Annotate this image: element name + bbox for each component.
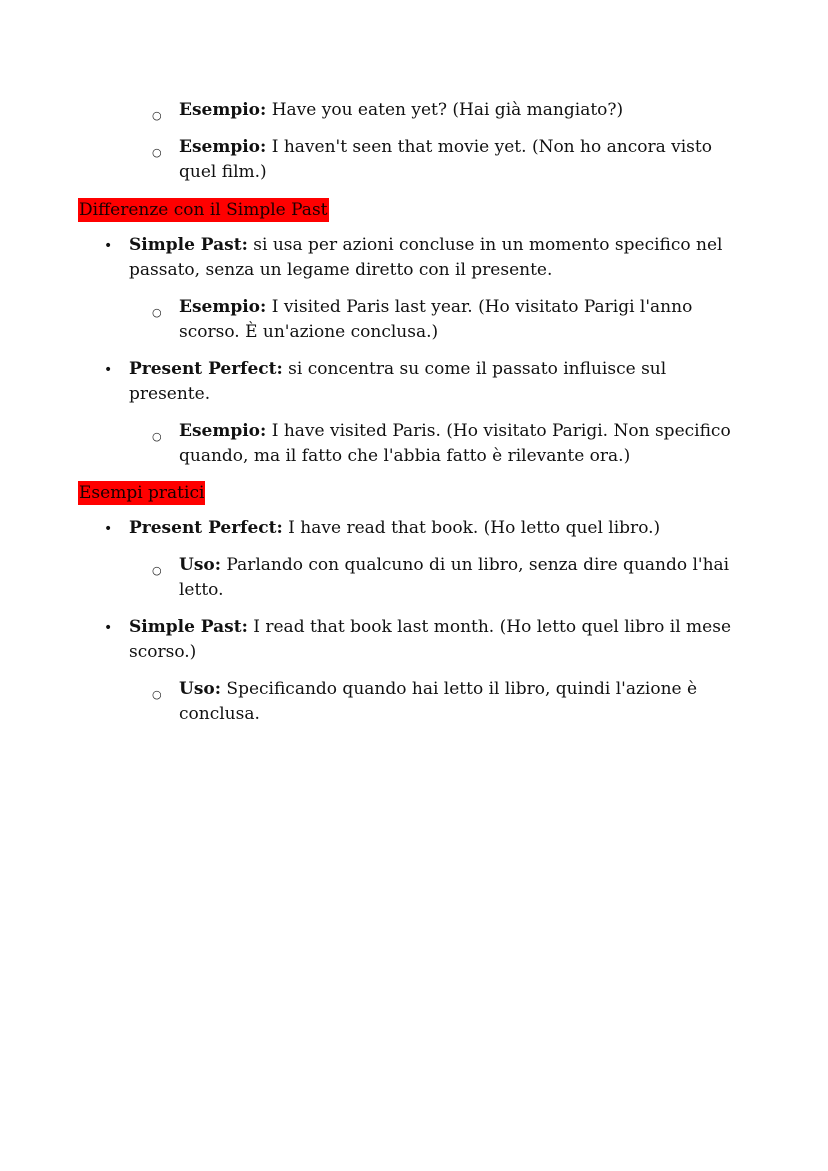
example-label: Uso: <box>179 555 222 575</box>
list-item <box>129 357 666 382</box>
example-text: Specificando quando hai letto il libro, quindi l'azione è <box>221 679 698 699</box>
example-line <box>179 419 731 444</box>
example-text: Parlando con qualcuno di un libro, senza dire quando l'hai <box>221 555 730 575</box>
example-text: I haven't seen that movie yet. (Non ho ancora visto <box>266 137 712 157</box>
example-text: I have visited Paris. (Ho visitato Parigi. Non specifico <box>266 421 731 441</box>
list-item-cont: passato, senza un legame diretto con il presente. <box>129 260 553 280</box>
section-heading-differenze: Differenze con il Simple Past <box>79 200 328 220</box>
bullet-icon: • <box>104 238 113 254</box>
example-label: Esempio: <box>179 297 267 317</box>
item-text: I read that book last month. (Ho letto quel libro il mese <box>247 617 731 637</box>
bullet-icon: • <box>104 521 113 537</box>
list-item <box>129 233 722 258</box>
sub-bullet-icon: ○ <box>152 146 162 159</box>
item-label: Present Perfect: <box>129 359 283 379</box>
sub-bullet-icon: ○ <box>152 306 162 319</box>
example-line-cont: quel film.) <box>179 162 267 182</box>
example-line <box>179 295 692 320</box>
example-line <box>179 98 623 123</box>
example-label: Esempio: <box>179 100 267 120</box>
example-line-cont: quando, ma il fatto che l'abbia fatto è rilevante ora.) <box>179 446 631 466</box>
list-item <box>129 516 660 541</box>
item-text: si concentra su come il passato influisce sul <box>282 359 667 379</box>
item-text: si usa per azioni concluse in un momento specifico nel <box>247 235 723 255</box>
bullet-icon: • <box>104 362 113 378</box>
item-label: Simple Past: <box>129 235 248 255</box>
list-item-cont: presente. <box>129 384 211 404</box>
list-item-cont: scorso.) <box>129 642 197 662</box>
example-text: Have you eaten yet? (Hai già mangiato?) <box>266 100 624 120</box>
sub-bullet-icon: ○ <box>152 109 162 122</box>
sub-bullet-icon: ○ <box>152 688 162 701</box>
example-label: Uso: <box>179 679 222 699</box>
example-text: I visited Paris last year. (Ho visitato Parigi l'anno <box>266 297 693 317</box>
sub-bullet-icon: ○ <box>152 430 162 443</box>
example-label: Esempio: <box>179 421 267 441</box>
list-item <box>129 615 731 640</box>
item-label: Present Perfect: <box>129 518 283 538</box>
sub-bullet-icon: ○ <box>152 564 162 577</box>
bullet-icon: • <box>104 620 113 636</box>
item-text: I have read that book. (Ho letto quel libro.) <box>282 518 661 538</box>
example-line-cont: conclusa. <box>179 704 260 724</box>
example-line <box>179 677 697 702</box>
example-line <box>179 135 712 160</box>
example-line-cont: letto. <box>179 580 224 600</box>
item-label: Simple Past: <box>129 617 248 637</box>
example-label: Esempio: <box>179 137 267 157</box>
example-line <box>179 553 729 578</box>
section-heading-esempi-pratici: Esempi pratici <box>79 483 205 503</box>
example-line-cont: scorso. È un'azione conclusa.) <box>179 322 439 342</box>
